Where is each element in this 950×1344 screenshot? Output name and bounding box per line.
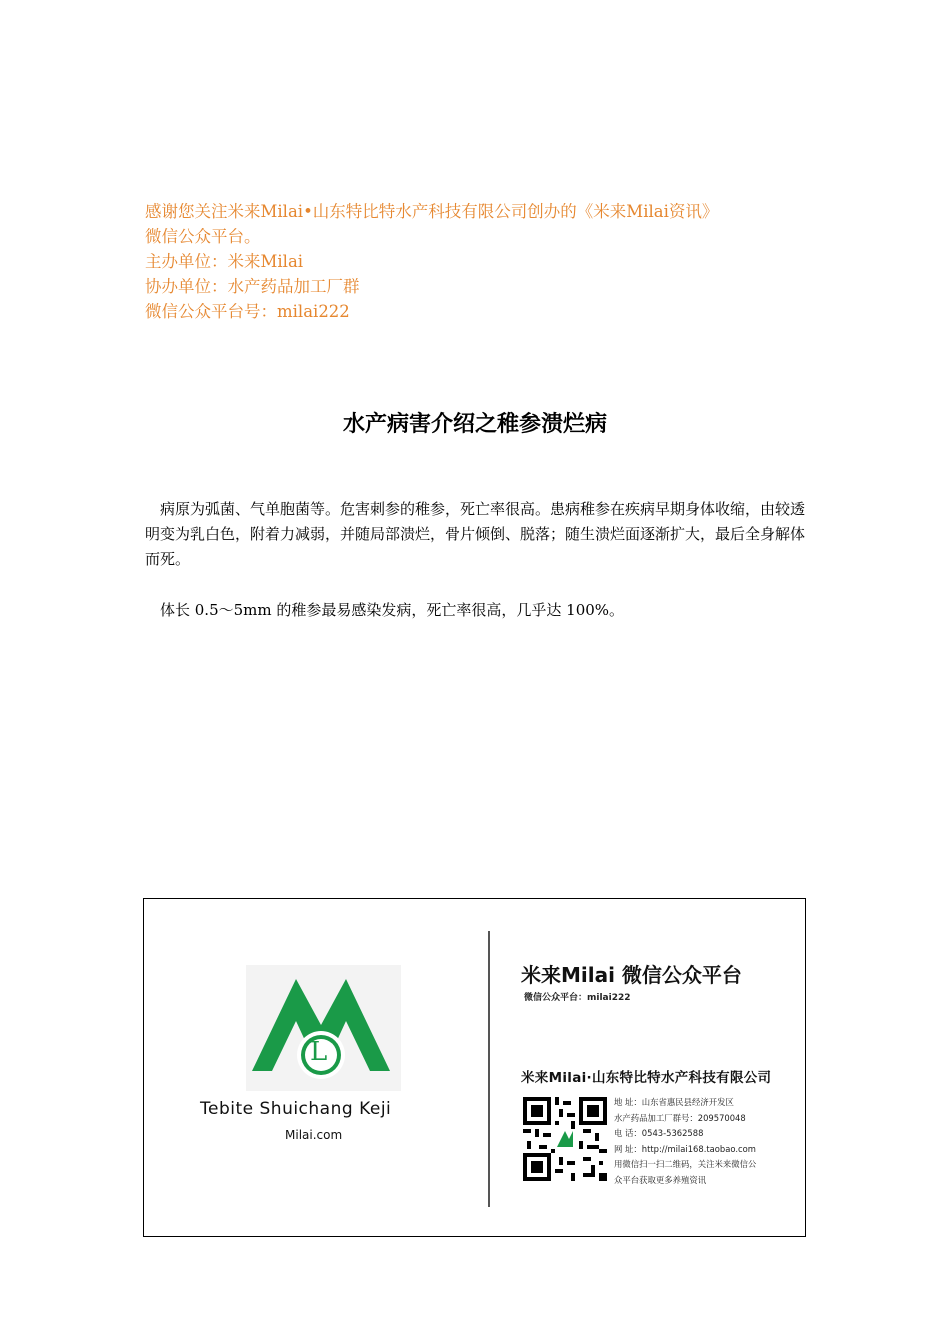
business-card [143,898,806,1237]
logo-m-icon [246,965,401,1091]
company-name: 米来Milai·山东特比特水产科技有限公司 [521,1070,772,1086]
contact-info [614,1095,756,1188]
article-paragraph-1: 病原为弧菌、气单胞菌等。危害刺参的稚参，死亡率很高。患病稚参在疾病早期身体收缩，由较透明变为乳白色，附着力减弱，并随局部溃烂，骨片倾倒、脱落；随生溃烂面逐渐扩大，最后全身解体而死。 [145,500,806,568]
contact-address: 地 址：山东省惠民县经济开发区 [614,1097,734,1107]
company-logo [246,965,401,1091]
contact-qq-group: 水产药品加工厂群号：209570048 [614,1112,746,1123]
contact-scan-line-1: 用微信扫一扫二维码，关注米来微信公 [614,1159,757,1169]
logo-url: Milai.com [285,1128,343,1142]
intro-line-platform: 微信公众平台。 [145,227,261,246]
intro-block [145,199,825,324]
qr-code-icon [523,1097,607,1181]
wechat-id: 微信公众平台：milai222 [524,993,631,1003]
article-paragraph-2: 体长 0.5～5mm 的稚参最易感染发病，死亡率很高，几乎达 100%。 [160,601,625,619]
intro-line-account: 微信公众平台号：milai222 [145,302,350,321]
intro-line-host: 主办单位：米来Milai [145,252,304,271]
contact-phone: 电 话：0543-5362588 [614,1128,704,1138]
intro-line-cohost: 协办单位：水产药品加工厂群 [145,277,360,296]
logo-company-pinyin: Tebite Shuichang Keji [200,1099,392,1119]
logo-letter: L [310,1037,328,1067]
contact-scan-line-2: 众平台获取更多养殖资讯 [614,1174,707,1185]
wechat-title: 米来Milai 微信公众平台 [521,963,742,987]
intro-line-thanks: 感谢您关注米来Milai•山东特比特水产科技有限公司创办的《米来Milai资讯》 [145,202,719,221]
card-divider [488,931,490,1207]
contact-website: 网 址：http://milai168.taobao.com [614,1143,756,1154]
article-title: 水产病害介绍之稚参溃烂病 [342,411,607,437]
